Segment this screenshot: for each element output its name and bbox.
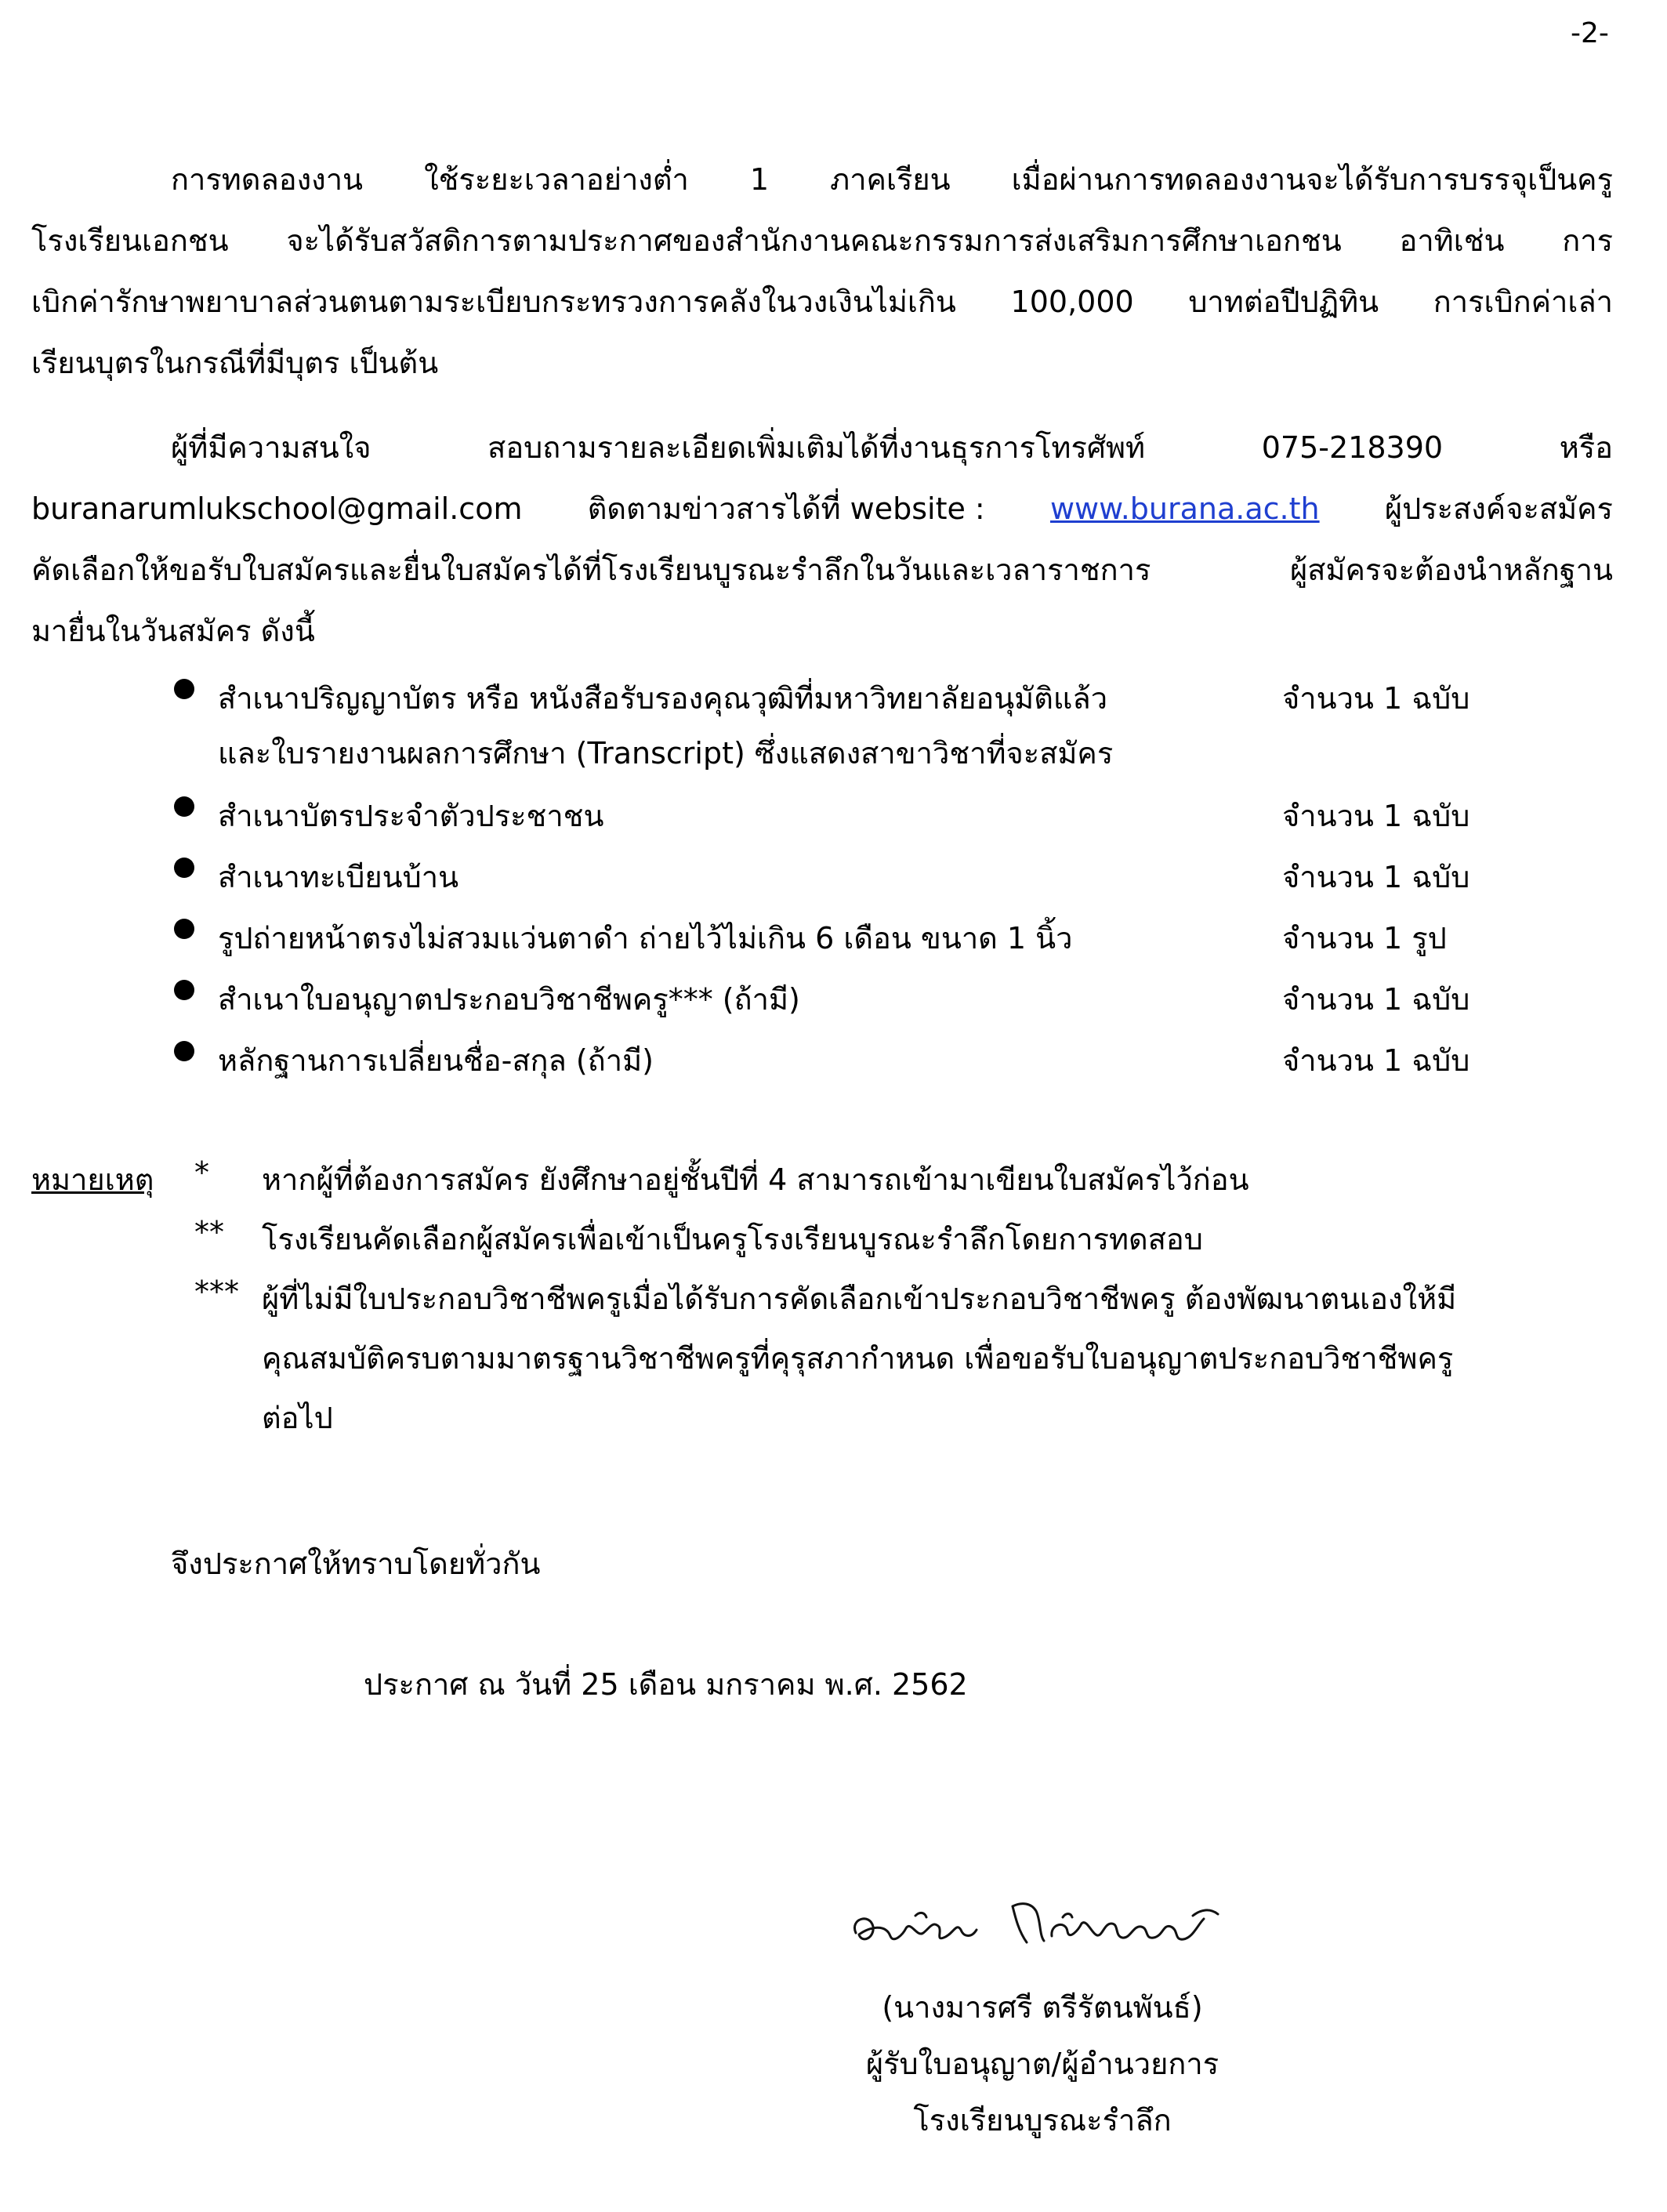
closing-statement: จึงประกาศให้ทราบโดยทั่วกัน xyxy=(171,1547,541,1581)
document-name-continued: และใบรายงานผลการศึกษา (Transcript) ซึ่งแสดงสาขาวิชาที่จะสมัคร xyxy=(218,736,1114,771)
notes-label: หมายเหตุ xyxy=(31,1162,154,1197)
document-quantity: จำนวน 1 รูป xyxy=(1282,921,1447,956)
document-quantity: จำนวน 1 ฉบับ xyxy=(1282,1043,1470,1078)
signatory-school: โรงเรียนบูรณะรำลึก xyxy=(913,2103,1172,2138)
note-mark: * xyxy=(194,1155,209,1190)
note-text-continued: คุณสมบัติครบตามมาตรฐานวิชาชีพครูที่คุรุสภากำหนด เพื่อขอรับใบอนุญาตประกอบวิชาชีพครู xyxy=(262,1341,1454,1376)
bullet-icon xyxy=(174,980,194,1000)
follow-text: ติดตามข่าวสารได้ที่ website : xyxy=(587,491,985,526)
paragraph2-line3: คัดเลือกให้ขอรับใบสมัครและยื่นใบสมัครได้ที่โรงเรียนบูรณะรำลึกในวันและเวลาราชการ ผู้สมัครจะต้องนำหลักฐาน xyxy=(31,553,1613,587)
paragraph1-line1: การทดลองงาน ใช้ระยะเวลาอย่างต่ำ 1 ภาคเรียน เมื่อผ่านการทดลองงานจะได้รับการบรรจุเป็นครู xyxy=(171,162,1613,197)
bullet-icon xyxy=(174,858,194,878)
paragraph1-line3: เบิกค่ารักษาพยาบาลส่วนตนตามระเบียบกระทรวงการคลังในวงเงินไม่เกิน 100,000 บาทต่อปีปฏิทิน การเบิกค่าเล่า xyxy=(31,285,1613,319)
note-mark: *** xyxy=(194,1275,239,1309)
bullet-icon xyxy=(174,679,194,699)
paragraph2-line4: มายื่นในวันสมัคร ดังนี้ xyxy=(31,614,315,648)
document-name: สำเนาปริญญาบัตร หรือ หนังสือรับรองคุณวุฒิที่มหาวิทยาลัยอนุมัติแล้ว xyxy=(218,681,1108,716)
signatory-name: (นางมารศรี ตรีรัตนพันธ์) xyxy=(882,1990,1203,2025)
document-quantity: จำนวน 1 ฉบับ xyxy=(1282,799,1470,833)
document-name: หลักฐานการเปลี่ยนชื่อ-สกุล (ถ้ามี) xyxy=(218,1043,654,1078)
bullet-icon xyxy=(174,796,194,817)
document-name: สำเนาใบอนุญาตประกอบวิชาชีพครู*** (ถ้ามี) xyxy=(218,982,800,1017)
note-text: โรงเรียนคัดเลือกผู้สมัครเพื่อเข้าเป็นครูโรงเรียนบูรณะรำลึกโดยการทดสอบ xyxy=(262,1222,1203,1256)
website-link[interactable]: www.burana.ac.th xyxy=(1049,491,1320,526)
paragraph1-line4: เรียนบุตรในกรณีที่มีบุตร เป็นต้น xyxy=(31,346,439,380)
note-text: หากผู้ที่ต้องการสมัคร ยังศึกษาอยู่ชั้นปีที่ 4 สามารถเข้ามาเขียนใบสมัครไว้ก่อน xyxy=(262,1162,1249,1197)
announcement-date: ประกาศ ณ วันที่ 25 เดือน มกราคม พ.ศ. 2562 xyxy=(364,1667,968,1702)
bullet-icon xyxy=(174,919,194,939)
bullet-icon xyxy=(174,1041,194,1061)
signature-icon xyxy=(839,1872,1246,1966)
document-quantity: จำนวน 1 ฉบับ xyxy=(1282,982,1470,1017)
document-name: สำเนาทะเบียนบ้าน xyxy=(218,860,459,894)
handwritten-signature xyxy=(839,1872,1246,1973)
note-text: ผู้ที่ไม่มีใบประกอบวิชาชีพครูเมื่อได้รับการคัดเลือกเข้าประกอบวิชาชีพครู ต้องพัฒนาตนเองให้มี xyxy=(262,1282,1457,1316)
paragraph2-line1: ผู้ที่มีความสนใจ สอบถามรายละเอียดเพิ่มเติมได้ที่งานธุรการโทรศัพท์ 075-218390 หรือ xyxy=(171,430,1613,465)
paragraph1-line2: โรงเรียนเอกชน จะได้รับสวัสดิการตามประกาศของสำนักงานคณะกรรมการส่งเสริมการศึกษาเอกชน อาทิเช่น การ xyxy=(31,223,1613,258)
document-name: รูปถ่ายหน้าตรงไม่สวมแว่นตาดำ ถ่ายไว้ไม่เกิน 6 เดือน ขนาด 1 นิ้ว xyxy=(218,921,1073,956)
signatory-position: ผู้รับใบอนุญาต/ผู้อำนวยการ xyxy=(865,2047,1219,2081)
document-name: สำเนาบัตรประจำตัวประชาชน xyxy=(218,799,604,833)
document-quantity: จำนวน 1 ฉบับ xyxy=(1282,860,1470,894)
page-number: -2- xyxy=(1571,17,1609,49)
contact-email: buranarumlukschool@gmail.com xyxy=(31,491,523,526)
paragraph2-line2 xyxy=(31,491,1613,526)
apply-text: ผู้ประสงค์จะสมัคร xyxy=(1384,491,1613,526)
note-text-continued: ต่อไป xyxy=(262,1401,333,1435)
document-quantity: จำนวน 1 ฉบับ xyxy=(1282,681,1470,716)
note-mark: ** xyxy=(194,1215,224,1249)
